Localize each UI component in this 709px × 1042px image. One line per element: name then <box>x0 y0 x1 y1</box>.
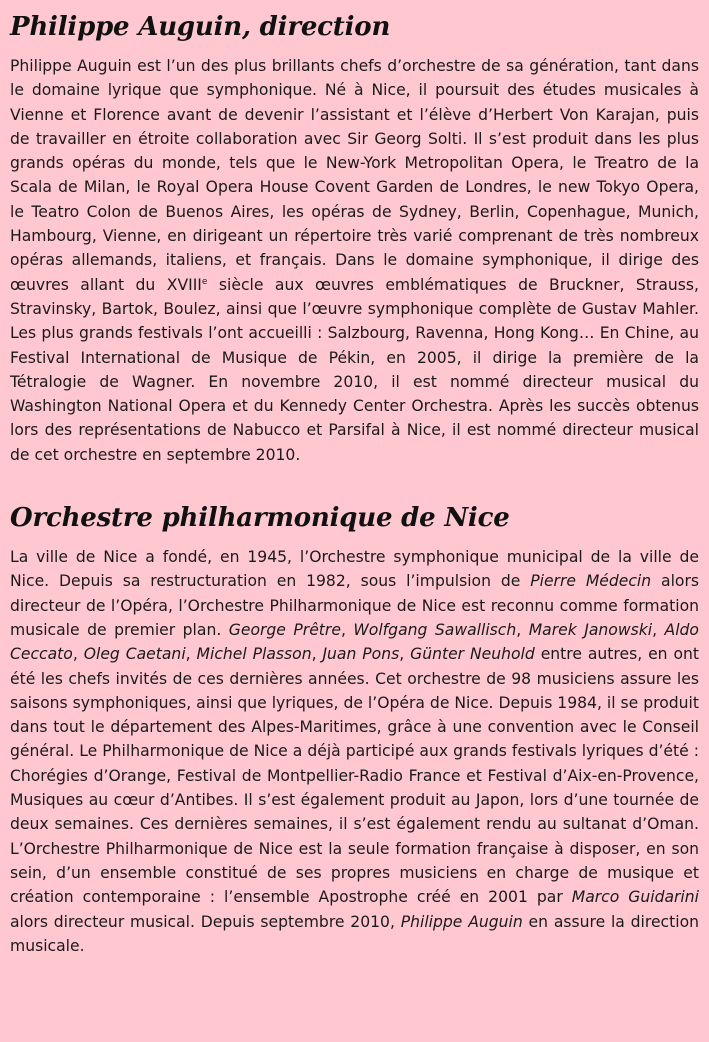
conductor-name: Aldo Ceccato <box>10 620 699 664</box>
biography-text-part-1: Philippe Auguin est l’un des plus brillants chefs d’orchestre de sa génération, tant dans le domaine lyrique que symphonique. Né à Nice, il poursuit des études musicales à Vienne et Florence avant de devenir l’assistant et l’élève d’Herbert Von Karajan, puis de travailler en étroite collaboration avec Sir Georg Solti. Il s’est produit dans les plus grands opéras du monde, tels que le New-York Metropolitan Opera, le Treatro de la Scala de Milan, le Royal Opera House Covent Garden de Londres, le new Tokyo Opera, le Teatro Colon de Buenos Aires, les opéras de Sydney, Berlin, Copenhague, Munich, Hambourg, Vienne, en dirigeant un répertoire très varié comprenant de très nombreux opéras allemands, italiens, et français. Dans le domaine symphonique, il dirige des œuvres allant du XVIII <box>10 57 699 294</box>
conductor-name: Marek Janowski <box>528 620 653 639</box>
orchestra-paragraph <box>10 545 699 958</box>
orchestra-text: La ville de Nice a fondé, en 1945, l’Orchestre symphonique municipal de la ville de Nice. Depuis sa restructuration en 1982, sous l’impulsion de <box>10 548 699 591</box>
section-philippe-auguin <box>10 10 699 467</box>
orchestra-text: , <box>516 620 529 639</box>
conductor-name: Marco Guidarini <box>571 888 699 907</box>
orchestra-text: alors directeur de l’Opéra, l’Orchestre Philharmonique de Nice est reconnu comme formation musicale de premier plan. <box>10 572 699 639</box>
orchestra-text: , <box>72 645 84 664</box>
biography-text-part-2: siècle aux œuvres emblématiques de Bruckner, Strauss, Stravinsky, Bartok, Boulez, ainsi que l’œuvre symphonique complète de Gustav Mahler. Les plus grands festivals l’ont accueilli : Salzbourg, Ravenna, Hong Kong… En Chine, au Festival International de Musique de Pékin, en 2005, il dirige la première de la Tétralogie de Wagner. En novembre 2010, il est nommé directeur musical du Washington National Opera et du Kennedy Center Orchestra. Après les succès obtenus lors des représentations de Nabucco et Parsifal à Nice, il est nommé directeur musical de cet orchestre en septembre 2010. <box>10 275 699 464</box>
conductor-name: Günter Neuhold <box>410 645 535 664</box>
orchestra-text: , <box>652 620 665 639</box>
orchestra-text: en assure la direction musicale. <box>10 912 699 955</box>
conductor-name: Philippe Auguin <box>400 912 523 931</box>
orchestra-text: , <box>311 645 323 664</box>
orchestra-text: , <box>185 645 197 664</box>
orchestra-text: , <box>340 620 354 639</box>
orchestra-text: alors directeur musical. Depuis septembre 2010, <box>10 912 401 931</box>
conductor-name: Pierre Médecin <box>530 572 652 591</box>
conductor-name: Juan Pons <box>322 645 400 664</box>
century-superscript: e <box>201 276 208 287</box>
section-orchestre-nice <box>10 501 699 958</box>
conductor-name: George Prêtre <box>228 620 341 639</box>
section-title-philippe-auguin: Philippe Auguin, direction <box>10 12 391 42</box>
biography-paragraph <box>10 54 699 467</box>
orchestra-text: entre autres, en ont été les chefs invités de ces dernières années. Cet orchestre de 98 musiciens assure les saisons symphoniques, ainsi que lyriques, de l’Opéra de Nice. Depuis 1984, il se produit dans tout le département des Alpes-Maritimes, grâce à une convention avec le Conseil général. Le Philharmonique de Nice a déjà participé aux grands festivals lyriques d’été : Chorégies d’Orange, Festival de Montpellier-Radio France et Festival d’Aix-en-Provence, Musiques au cœur d’Antibes. Il s’est également produit au Japon, lors d’une tournée de deux semaines. Ces dernières semaines, il s’est également rendu au sultanat d’Oman. L’Orchestre Philharmonique de Nice est la seule formation française à disposer, en son sein, d’un ensemble constitué de ses propres musiciens en charge de musique et création contemporaine : l’ensemble Apostrophe créé en 2001 par <box>10 645 699 907</box>
section-title-orchestre: Orchestre philharmonique de Nice <box>10 503 510 534</box>
conductor-name: Michel Plasson <box>196 645 312 664</box>
orchestra-text: , <box>399 645 411 664</box>
conductor-name: Wolfgang Sawallisch <box>353 620 517 639</box>
conductor-name: Oleg Caetani <box>83 645 186 664</box>
